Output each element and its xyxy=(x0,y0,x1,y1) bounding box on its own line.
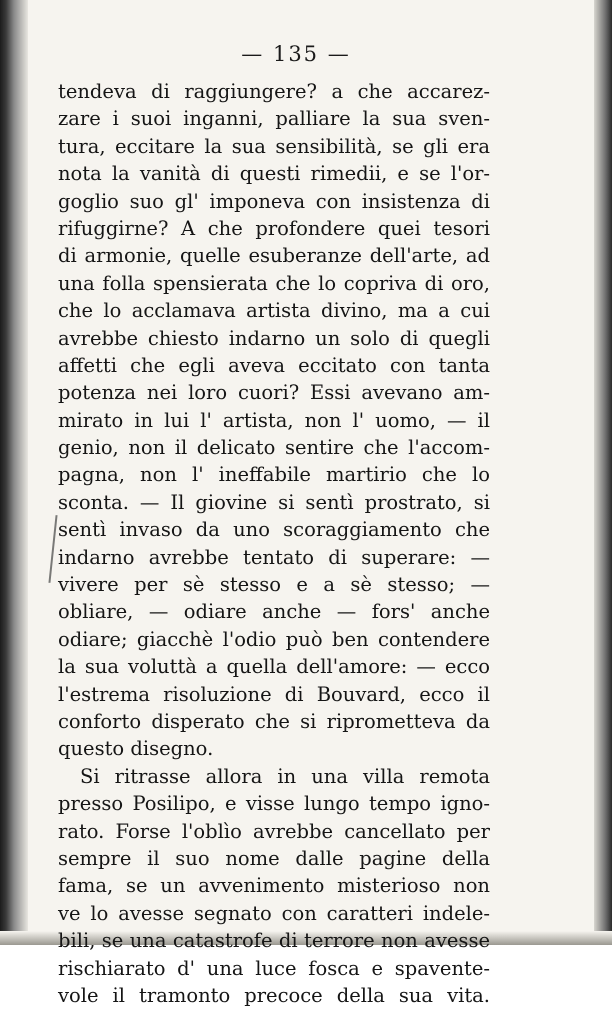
margin-pencil-mark xyxy=(48,515,57,583)
page-gutter-shadow xyxy=(0,0,28,945)
text-line: sempre il suo nome dalle pagine della xyxy=(58,846,490,870)
text-line: ve lo avesse segnato con caratteri indele- xyxy=(58,901,490,925)
text-line: indarno avrebbe tentato di superare: — xyxy=(58,545,490,569)
text-line: tura, eccitare la sua sensibilità, se gli era xyxy=(58,134,490,158)
text-line: una folla spensierata che lo copriva di oro, xyxy=(58,271,490,295)
text-line: presso Posilipo, e visse lungo tempo igno- xyxy=(58,792,490,816)
text-line: potenza nei loro cuori? Essi avevano am- xyxy=(58,381,490,405)
text-line: goglio suo gl' imponeva con insistenza di xyxy=(58,189,490,213)
text-line: nota la vanità di questi rimedii, e se l'or- xyxy=(58,162,490,186)
text-line: bili, se una catastrofe di terrore non avesse xyxy=(58,929,490,953)
text-line: genio, non il delicato sentire che l'accom- xyxy=(58,436,490,460)
body-text xyxy=(58,78,490,1009)
text-line: vivere per sè stesso e a sè stesso; — xyxy=(58,573,490,597)
text-line: affetti che egli aveva eccitato con tanta xyxy=(58,353,490,377)
text-line: rischiarato d' una luce fosca e spavente- xyxy=(58,956,490,980)
text-line: obliare, — odiare anche — fors' anche xyxy=(58,600,490,624)
text-line: conforto disperato che si riprometteva da xyxy=(58,709,490,733)
text-line: la sua voluttà a quella dell'amore: — ecco xyxy=(58,655,490,679)
text-line: di armonie, quelle esuberanze dell'arte, ad xyxy=(58,244,490,268)
page-edge-shadow xyxy=(594,0,612,945)
text-line: vole il tramonto precoce della sua vita. xyxy=(58,983,490,1007)
text-line: questo disegno. xyxy=(58,737,214,761)
text-line: avrebbe chiesto indarno un solo di quegli xyxy=(58,326,490,350)
text-line: rifuggirne? A che profondere quei tesori xyxy=(58,216,490,240)
text-line: zare i suoi inganni, palliare la sua sven- xyxy=(58,107,490,131)
text-line: che lo acclamava artista divino, ma a cui xyxy=(58,299,490,323)
text-line: odiare; giacchè l'odio può ben contendere xyxy=(58,627,490,651)
text-line: sconta. — Il giovine si sentì prostrato, si xyxy=(58,490,490,514)
paragraph-start-line: Si ritrasse allora in una villa remota xyxy=(80,764,490,788)
text-line: l'estrema risoluzione di Bouvard, ecco il xyxy=(58,682,490,706)
text-line: fama, se un avvenimento misterioso non xyxy=(58,874,490,898)
text-line: sentì invaso da uno scoraggiamento che xyxy=(58,518,490,542)
text-line: mirato in lui l' artista, non l' uomo, — il xyxy=(58,408,490,432)
text-line: pagna, non l' ineffabile martirio che lo xyxy=(58,463,490,487)
page-number: — 135 — xyxy=(241,42,351,66)
text-line: rato. Forse l'oblìo avrebbe cancellato per xyxy=(58,819,490,843)
text-line: tendeva di raggiungere? a che accarez- xyxy=(58,80,490,103)
